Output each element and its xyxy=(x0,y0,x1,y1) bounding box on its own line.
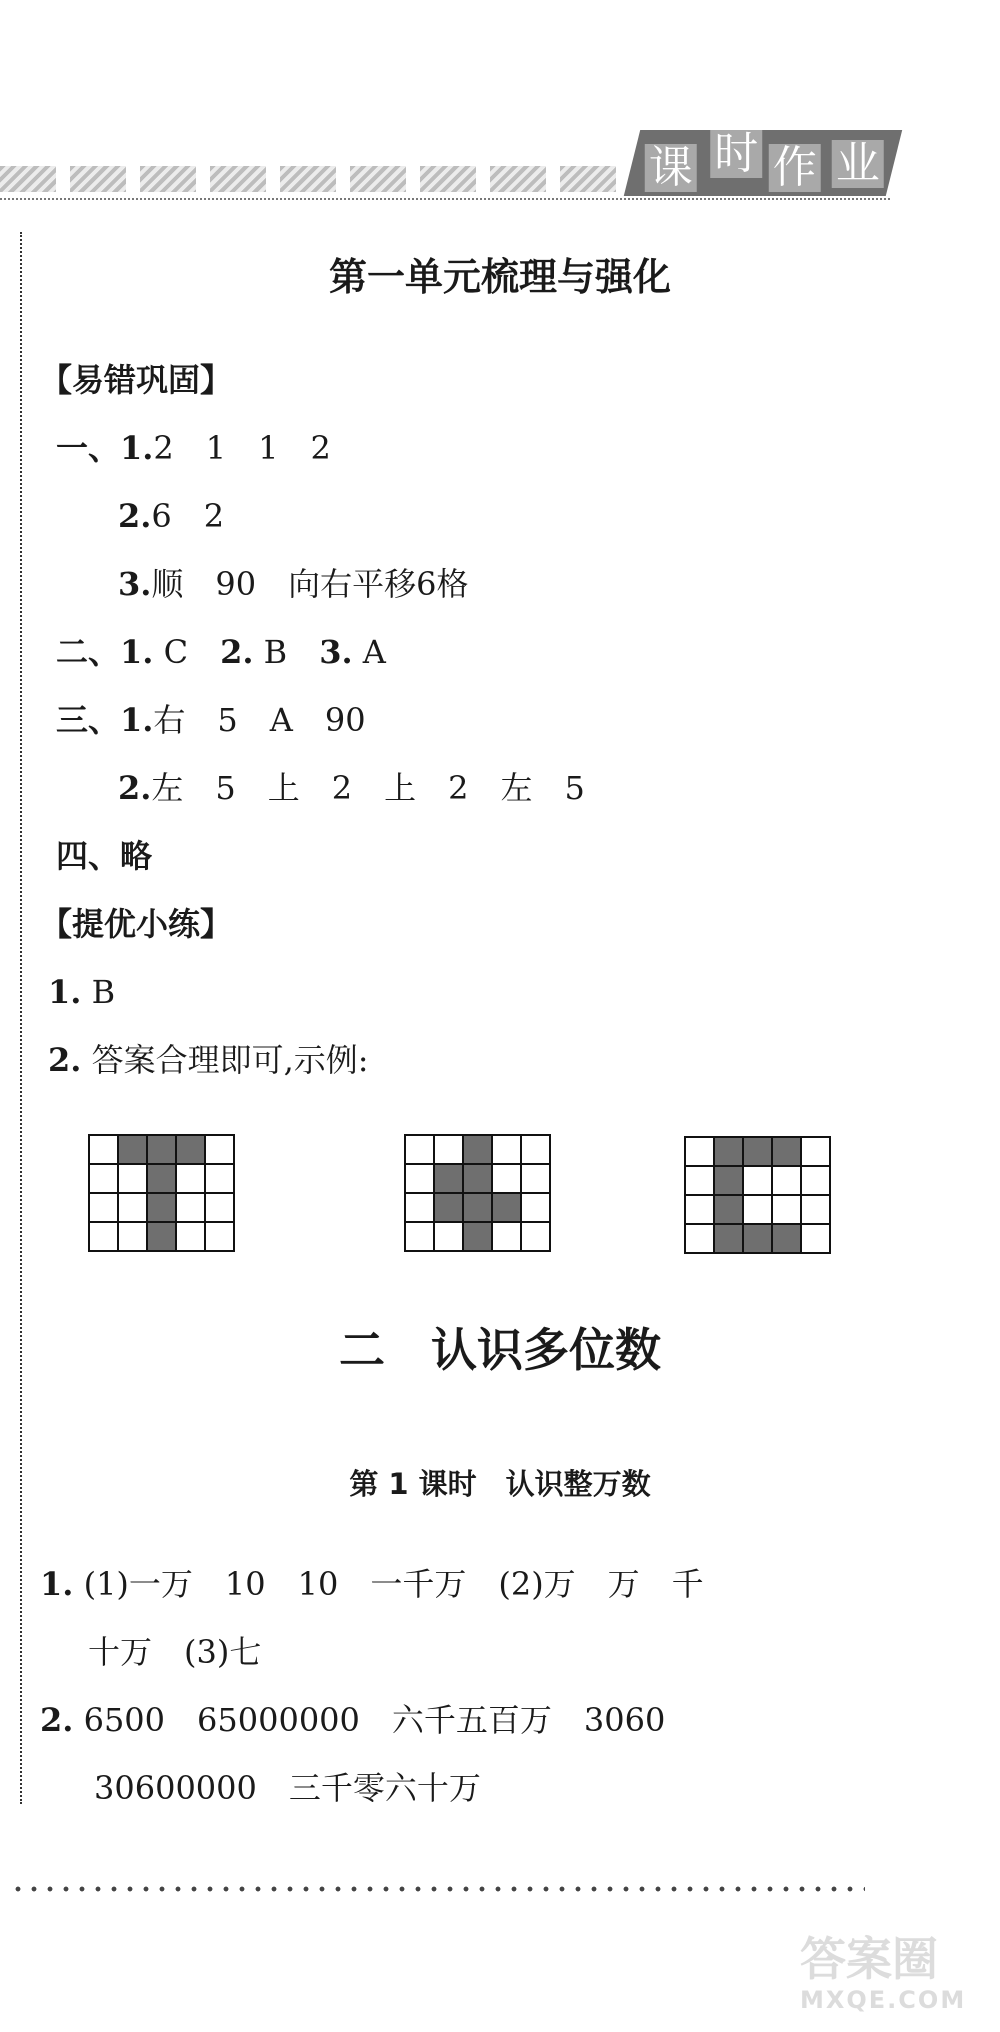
grid-cell-filled xyxy=(463,1222,492,1251)
question-number: 2. xyxy=(40,1701,74,1739)
header-badge-char: 时 xyxy=(710,130,762,178)
answer-text: 6 2 xyxy=(151,497,225,535)
grid-cell-filled xyxy=(434,1193,463,1222)
answer-line xyxy=(40,1700,665,1740)
grid-figure xyxy=(404,1134,551,1252)
grid-cell xyxy=(743,1195,772,1224)
grid-cell xyxy=(521,1135,550,1164)
unit-title: 二 认识多位数 xyxy=(339,1323,661,1377)
grid-cell xyxy=(405,1135,434,1164)
grid-cell xyxy=(89,1135,118,1164)
grid-cell xyxy=(801,1195,830,1224)
grid-cell-filled xyxy=(176,1135,205,1164)
grid-cell xyxy=(685,1137,714,1166)
watermark-text: 答案圈 xyxy=(800,1932,938,1986)
grid-cell xyxy=(685,1195,714,1224)
grid-cell xyxy=(492,1135,521,1164)
grid-cell xyxy=(176,1164,205,1193)
grid-cell xyxy=(89,1164,118,1193)
grid-cell xyxy=(434,1135,463,1164)
grid-cell-filled xyxy=(463,1135,492,1164)
answer-line: 30600000 三千零六十万 xyxy=(94,1769,481,1807)
grid-cell xyxy=(801,1137,830,1166)
grid-cell xyxy=(801,1224,830,1253)
question-number: 3. xyxy=(118,565,152,603)
grid-figure xyxy=(88,1134,235,1252)
grid-cell xyxy=(772,1195,801,1224)
answer-text: A xyxy=(352,633,386,671)
answer-text: B xyxy=(91,973,116,1011)
grid-cell xyxy=(492,1222,521,1251)
grid-cell xyxy=(405,1164,434,1193)
question-number: 2. xyxy=(48,1041,82,1079)
section-title: 第一单元梳理与强化 xyxy=(328,255,671,299)
grid-figure xyxy=(684,1136,831,1254)
grid-cell xyxy=(89,1193,118,1222)
question-number: 2. xyxy=(118,497,152,535)
margin-dotted-line xyxy=(20,232,22,1804)
answer-line xyxy=(118,496,224,536)
answer-text: 右 5 A 90 xyxy=(153,701,366,739)
grid-cell-filled xyxy=(147,1222,176,1251)
grid-cell xyxy=(405,1193,434,1222)
grid-cell-filled xyxy=(463,1193,492,1222)
answer-line xyxy=(118,768,585,808)
question-number: 1. xyxy=(120,633,154,671)
answer-text: 左 5 上 2 上 2 左 5 xyxy=(151,769,585,807)
grid-cell xyxy=(772,1166,801,1195)
grid-cell-filled xyxy=(714,1166,743,1195)
header-badge-char: 课 xyxy=(645,144,697,192)
answer-line xyxy=(40,1564,704,1604)
header-stripe-band xyxy=(0,166,640,192)
grid-cell xyxy=(118,1193,147,1222)
grid-cell-filled xyxy=(772,1137,801,1166)
bottom-dotted-border xyxy=(10,1886,865,1892)
grid-cell xyxy=(89,1222,118,1251)
answer-line xyxy=(48,972,115,1012)
grid-cell xyxy=(801,1166,830,1195)
answer-line xyxy=(56,700,366,740)
grid-cell xyxy=(743,1166,772,1195)
header-badge-char: 业 xyxy=(832,140,884,188)
question-number: 2. xyxy=(220,633,254,671)
question-number: 二、 xyxy=(56,633,121,671)
grid-cell xyxy=(205,1193,234,1222)
grid-cell xyxy=(205,1135,234,1164)
grid-cell-filled xyxy=(147,1135,176,1164)
question-number: 3. xyxy=(319,633,353,671)
answer-text: C xyxy=(153,633,221,671)
grid-cell xyxy=(521,1222,550,1251)
grid-cell xyxy=(176,1222,205,1251)
grid-cell xyxy=(405,1222,434,1251)
grid-cell-filled xyxy=(492,1193,521,1222)
answer-text: (1)一万 10 10 一千万 (2)万 万 千 xyxy=(83,1565,704,1603)
answer-text: 顺 90 向右平移6格 xyxy=(151,565,469,603)
answer-text: 答案合理即可,示例: xyxy=(91,1041,369,1079)
grid-cell-filled xyxy=(463,1164,492,1193)
answer-text: B xyxy=(253,633,320,671)
answer-line xyxy=(48,1040,369,1080)
answer-text: 6500 65000000 六千五百万 3060 xyxy=(83,1701,666,1739)
grid-cell-filled xyxy=(147,1164,176,1193)
grid-cell xyxy=(492,1164,521,1193)
header-dotted-rule xyxy=(0,198,890,202)
question-number: 三、1. xyxy=(56,701,154,739)
question-number: 2. xyxy=(118,769,152,807)
watermark-logo xyxy=(800,1932,990,2022)
grid-cell xyxy=(685,1166,714,1195)
grid-cell-filled xyxy=(743,1137,772,1166)
grid-cell-filled xyxy=(147,1193,176,1222)
answer-line xyxy=(56,428,331,468)
answer-line: 十万 (3)七 xyxy=(88,1633,262,1671)
grid-cell xyxy=(521,1164,550,1193)
lesson-title: 第 1 课时 认识整万数 xyxy=(349,1467,651,1501)
answer-text: 2 1 1 2 xyxy=(153,429,331,467)
grid-cell-filled xyxy=(434,1164,463,1193)
grid-cell xyxy=(434,1222,463,1251)
grid-cell xyxy=(176,1193,205,1222)
grid-cell xyxy=(205,1164,234,1193)
question-number: 一、1. xyxy=(56,429,154,467)
grid-cell-filled xyxy=(714,1137,743,1166)
grid-cell xyxy=(685,1224,714,1253)
answer-line: 四、略 xyxy=(56,837,153,875)
grid-cell-filled xyxy=(772,1224,801,1253)
header-badge-char: 作 xyxy=(769,144,821,192)
tiyou-heading: 【提优小练】 xyxy=(40,905,233,943)
question-number: 1. xyxy=(40,1565,74,1603)
grid-cell xyxy=(118,1164,147,1193)
grid-cell xyxy=(205,1222,234,1251)
yicuo-heading: 【易错巩固】 xyxy=(40,361,233,399)
header-badge xyxy=(624,130,902,196)
grid-cell-filled xyxy=(743,1224,772,1253)
watermark-url: MXQE.COM xyxy=(800,1986,967,2014)
answer-line xyxy=(118,564,469,604)
answer-line xyxy=(56,632,386,672)
grid-cell-filled xyxy=(714,1195,743,1224)
question-number: 1. xyxy=(48,973,82,1011)
grid-cell xyxy=(521,1193,550,1222)
grid-cell xyxy=(118,1222,147,1251)
grid-cell-filled xyxy=(118,1135,147,1164)
grid-cell-filled xyxy=(714,1224,743,1253)
